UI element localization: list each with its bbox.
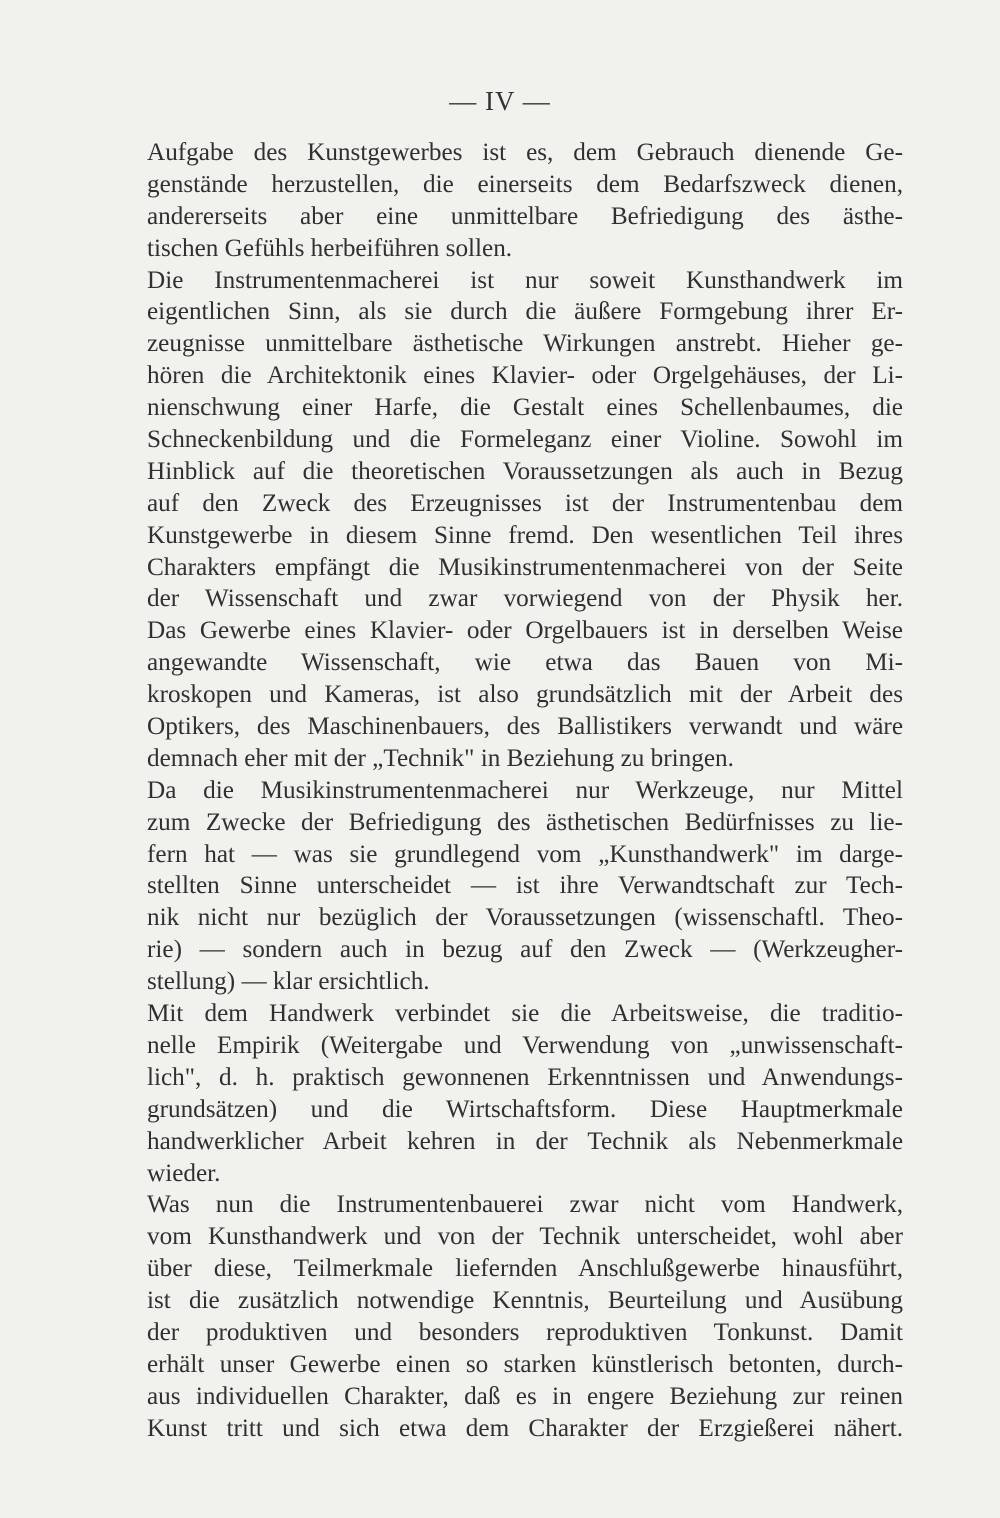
text-line: vom Kunsthandwerk und von der Technik unterscheidet, wohl aber [147, 1223, 903, 1251]
text-line: grundsätzen) und die Wirtschaftsform. Diese Hauptmerkmale [147, 1095, 903, 1123]
text-line: Optikers, des Maschinenbauers, des Ballistikers verwandt und wäre [147, 713, 903, 741]
text-line: Kunst tritt und sich etwa dem Charakter der Erzgießerei nähert. [147, 1414, 903, 1442]
text-line: tischen Gefühls herbeiführen sollen. [147, 234, 513, 262]
text-line: Aufgabe des Kunstgewerbes ist es, dem Gebrauch dienende Ge- [147, 139, 903, 166]
text-line: Was nun die Instrumentenbauerei zwar nicht vom Handwerk, [147, 1191, 903, 1219]
text-line: stellten Sinne unterscheidet — ist ihre Verwandtschaft zur Tech- [147, 872, 903, 900]
paragraph-5 [147, 1189, 903, 1444]
text-line: nelle Empirik (Weitergabe und Verwendung von „unwissenschaft- [147, 1031, 903, 1059]
text-line: genstände herzustellen, die einerseits dem Bedarfszweck dienen, [147, 170, 903, 198]
text-line: lich", d. h. praktisch gewonnenen Erkenntnissen und Anwendungs- [147, 1063, 903, 1091]
text-line: Das Gewerbe eines Klavier- oder Orgelbauers ist in derselben Weise [147, 617, 903, 645]
text-line: Kunstgewerbe in diesem Sinne fremd. Den wesentlichen Teil ihres [147, 521, 903, 549]
paragraph-1 [147, 137, 903, 265]
text-line: über diese, Teilmerkmale liefernden Anschlußgewerbe hinausführt, [147, 1255, 903, 1283]
paragraph-3 [147, 775, 903, 998]
text-line: eigentlichen Sinn, als sie durch die äußere Formgebung ihrer Er- [147, 298, 903, 326]
text-line: fern hat — was sie grundlegend vom „Kunsthandwerk" im darge- [147, 840, 903, 868]
page-number: — IV — [449, 86, 551, 116]
paragraph-4 [147, 998, 903, 1189]
text-line: handwerklicher Arbeit kehren in der Technik als Nebenmerkmale [147, 1127, 903, 1155]
text-line: Die Instrumentenmacherei ist nur soweit Kunsthandwerk im [147, 266, 903, 294]
text-line: ist die zusätzlich notwendige Kenntnis, Beurteilung und Ausübung [147, 1287, 903, 1315]
paragraph-2 [147, 265, 903, 775]
text-line: zum Zwecke der Befriedigung des ästhetischen Bedürfnisses zu lie- [147, 808, 903, 836]
body-text [147, 137, 903, 1445]
text-line: erhält unser Gewerbe einen so starken künstlerisch betonten, durch- [147, 1350, 903, 1378]
text-line: angewandte Wissenschaft, wie etwa das Bauen von Mi- [147, 649, 903, 677]
text-line: der Wissenschaft und zwar vorwiegend von der Physik her. [147, 585, 903, 613]
text-line: demnach eher mit der „Technik" in Beziehung zu bringen. [147, 744, 734, 772]
text-line: Schneckenbildung und die Formeleganz einer Violine. Sowohl im [147, 426, 903, 454]
text-line: zeugnisse unmittelbare ästhetische Wirkungen anstrebt. Hieher ge- [147, 330, 903, 358]
text-line: kroskopen und Kameras, ist also grundsätzlich mit der Arbeit des [147, 681, 903, 709]
text-line: stellung) — klar ersichtlich. [147, 968, 430, 996]
text-line: Charakters empfängt die Musikinstrumentenmacherei von der Seite [147, 553, 903, 581]
text-line: nienschwung einer Harfe, die Gestalt eines Schellenbaumes, die [147, 394, 903, 422]
text-line: rie) — sondern auch in bezug auf den Zweck — (Werkzeugher- [147, 936, 903, 964]
text-line: auf den Zweck des Erzeugnisses ist der Instrumentenbau dem [147, 489, 903, 517]
text-line: Da die Musikinstrumentenmacherei nur Werkzeuge, nur Mittel [147, 776, 903, 804]
text-line: hören die Architektonik eines Klavier- oder Orgelgehäuses, der Li- [147, 362, 903, 390]
text-line: Mit dem Handwerk verbindet sie die Arbeitsweise, die traditio- [147, 1000, 903, 1028]
text-line: aus individuellen Charakter, daß es in engere Beziehung zur reinen [147, 1382, 903, 1410]
text-line: nik nicht nur bezüglich der Voraussetzungen (wissenschaftl. Theo- [147, 904, 903, 932]
text-line: der produktiven und besonders reproduktiven Tonkunst. Damit [147, 1318, 903, 1346]
text-line: Hinblick auf die theoretischen Voraussetzungen als auch in Bezug [147, 457, 903, 485]
text-line: wieder. [147, 1159, 221, 1187]
text-line: andererseits aber eine unmittelbare Befriedigung des ästhe- [147, 202, 903, 230]
